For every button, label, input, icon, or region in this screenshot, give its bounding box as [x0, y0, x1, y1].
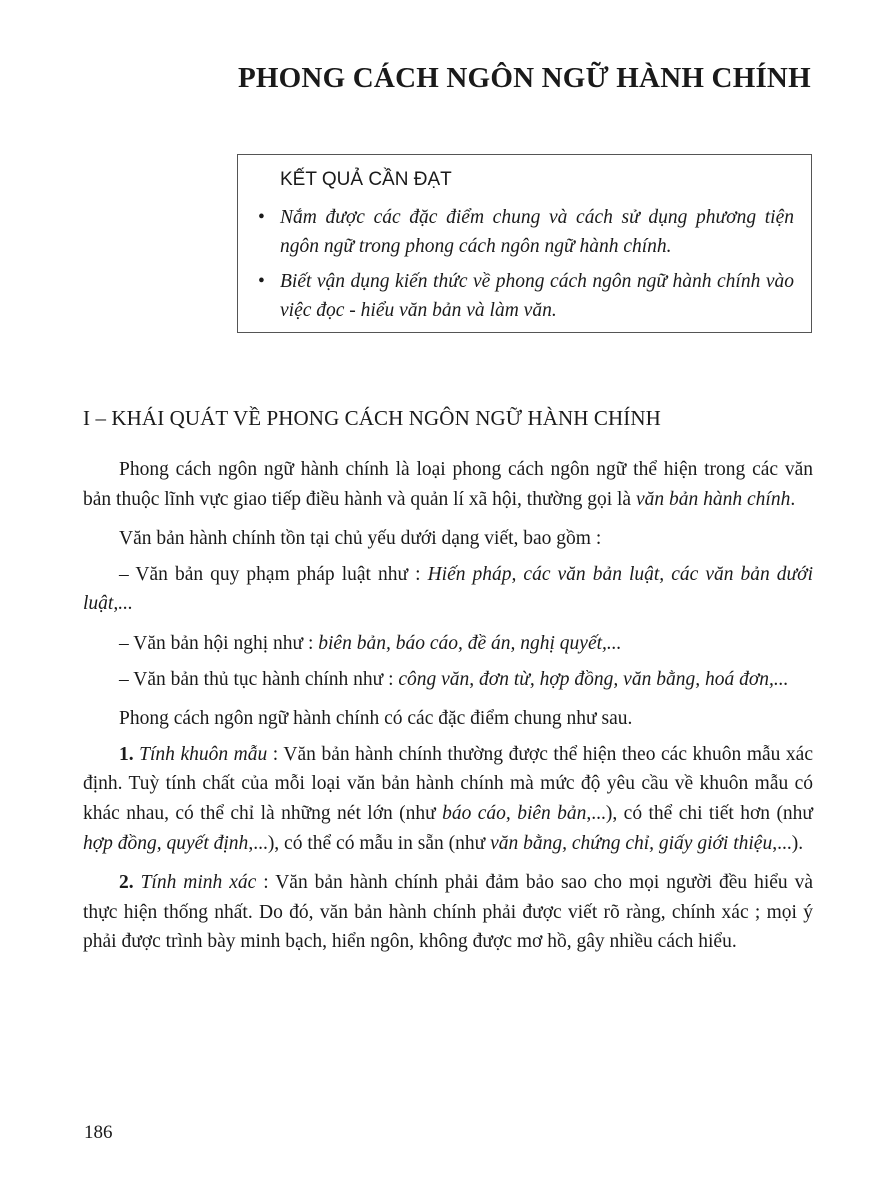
page-number: 186 [84, 1122, 113, 1143]
italic-term: công văn, đơn từ, hợp đồng, văn bằng, hoá đơn,... [398, 668, 789, 690]
feature-number: 1. [119, 743, 134, 765]
list-item-legal [83, 560, 813, 619]
paragraph-forms: Văn bản hành chính tồn tại chủ yếu dưới dạng viết, bao gồm : [119, 528, 602, 550]
goal-item [258, 203, 794, 261]
text-run: Phong cách ngôn ngữ hành chính là loại phong cách ngôn ngữ thể hiện trong các văn bản thuộc lĩnh vực giao tiếp điều hành và quản lí xã hội, thường gọi là [83, 459, 813, 510]
italic-term: văn bằng, chứng chỉ, giấy giới thiệu [490, 832, 773, 854]
italic-term: biên bản, báo cáo, đề án, nghị quyết,... [318, 632, 622, 654]
text-run: – Văn bản quy phạm pháp luật như : [119, 563, 428, 585]
goals-heading: KẾT QUẢ CẦN ĐẠT [280, 169, 452, 190]
text-run: : Văn bản hành chính phải đảm bảo sao cho mọi người đều hiểu và thực hiện thống nhất. Do đó, văn bản hành chính phải được viết rõ ràng, chính xác ; mọi ý phải được trình bày minh bạch, hiển ngôn, không được mơ hồ, gây nhiều cách hiểu. [83, 872, 814, 953]
learning-goals-box [237, 154, 812, 333]
list-item-procedure [83, 665, 813, 695]
italic-term: báo cáo, biên bản [442, 802, 587, 824]
bullet-icon: • [258, 207, 265, 228]
goal-text: Nắm được các đặc điểm chung và cách sử dụng phương tiện ngôn ngữ trong phong cách ngôn ngữ hành chính. [280, 207, 794, 257]
italic-term: hợp đồng, quyết định [83, 832, 249, 854]
list-item-conference [83, 629, 813, 659]
text-run: ,...), có thể có mẫu in sẵn (như [248, 832, 491, 854]
page-title: PHONG CÁCH NGÔN NGỮ HÀNH CHÍNH [238, 62, 811, 94]
feature-number: 2. [119, 872, 134, 894]
bullet-icon: • [258, 271, 265, 292]
section-heading: I – KHÁI QUÁT VỀ PHONG CÁCH NGÔN NGỮ HÀNH CHÍNH [83, 406, 661, 430]
text-run: – Văn bản thủ tục hành chính như : [119, 668, 399, 690]
text-run: – Văn bản hội nghị như : [119, 632, 319, 654]
feature-term: Tính khuôn mẫu [139, 743, 268, 765]
italic-term: văn bản hành chính [635, 488, 791, 510]
body-text [83, 455, 813, 967]
goal-text: Biết vận dụng kiến thức về phong cách ngôn ngữ hành chính vào việc đọc - hiểu văn bản và làm văn. [280, 271, 794, 321]
paragraph-definition [83, 455, 813, 514]
goal-item [258, 267, 794, 325]
paragraph-feature-1 [83, 740, 813, 858]
paragraph-feature-2 [83, 868, 813, 957]
text-run: ,...), có thể chi tiết hơn (như [586, 802, 814, 824]
feature-term: Tính minh xác [140, 872, 257, 894]
italic-term: Hiến pháp, các văn bản luật, các văn bản dưới luật,... [83, 563, 813, 615]
paragraph-features-intro: Phong cách ngôn ngữ hành chính có các đặc điểm chung như sau. [119, 708, 633, 730]
text-run: . [790, 488, 796, 510]
text-run: ,...). [772, 832, 804, 854]
text-run: : Văn bản hành chính thường được thể hiện theo các khuôn mẫu xác định. Tuỳ tính chất của mỗi loại văn bản hành chính mà mức độ yêu cầu về khuôn mẫu có khác nhau, có thể chỉ là những nét lớn (như [83, 743, 813, 824]
